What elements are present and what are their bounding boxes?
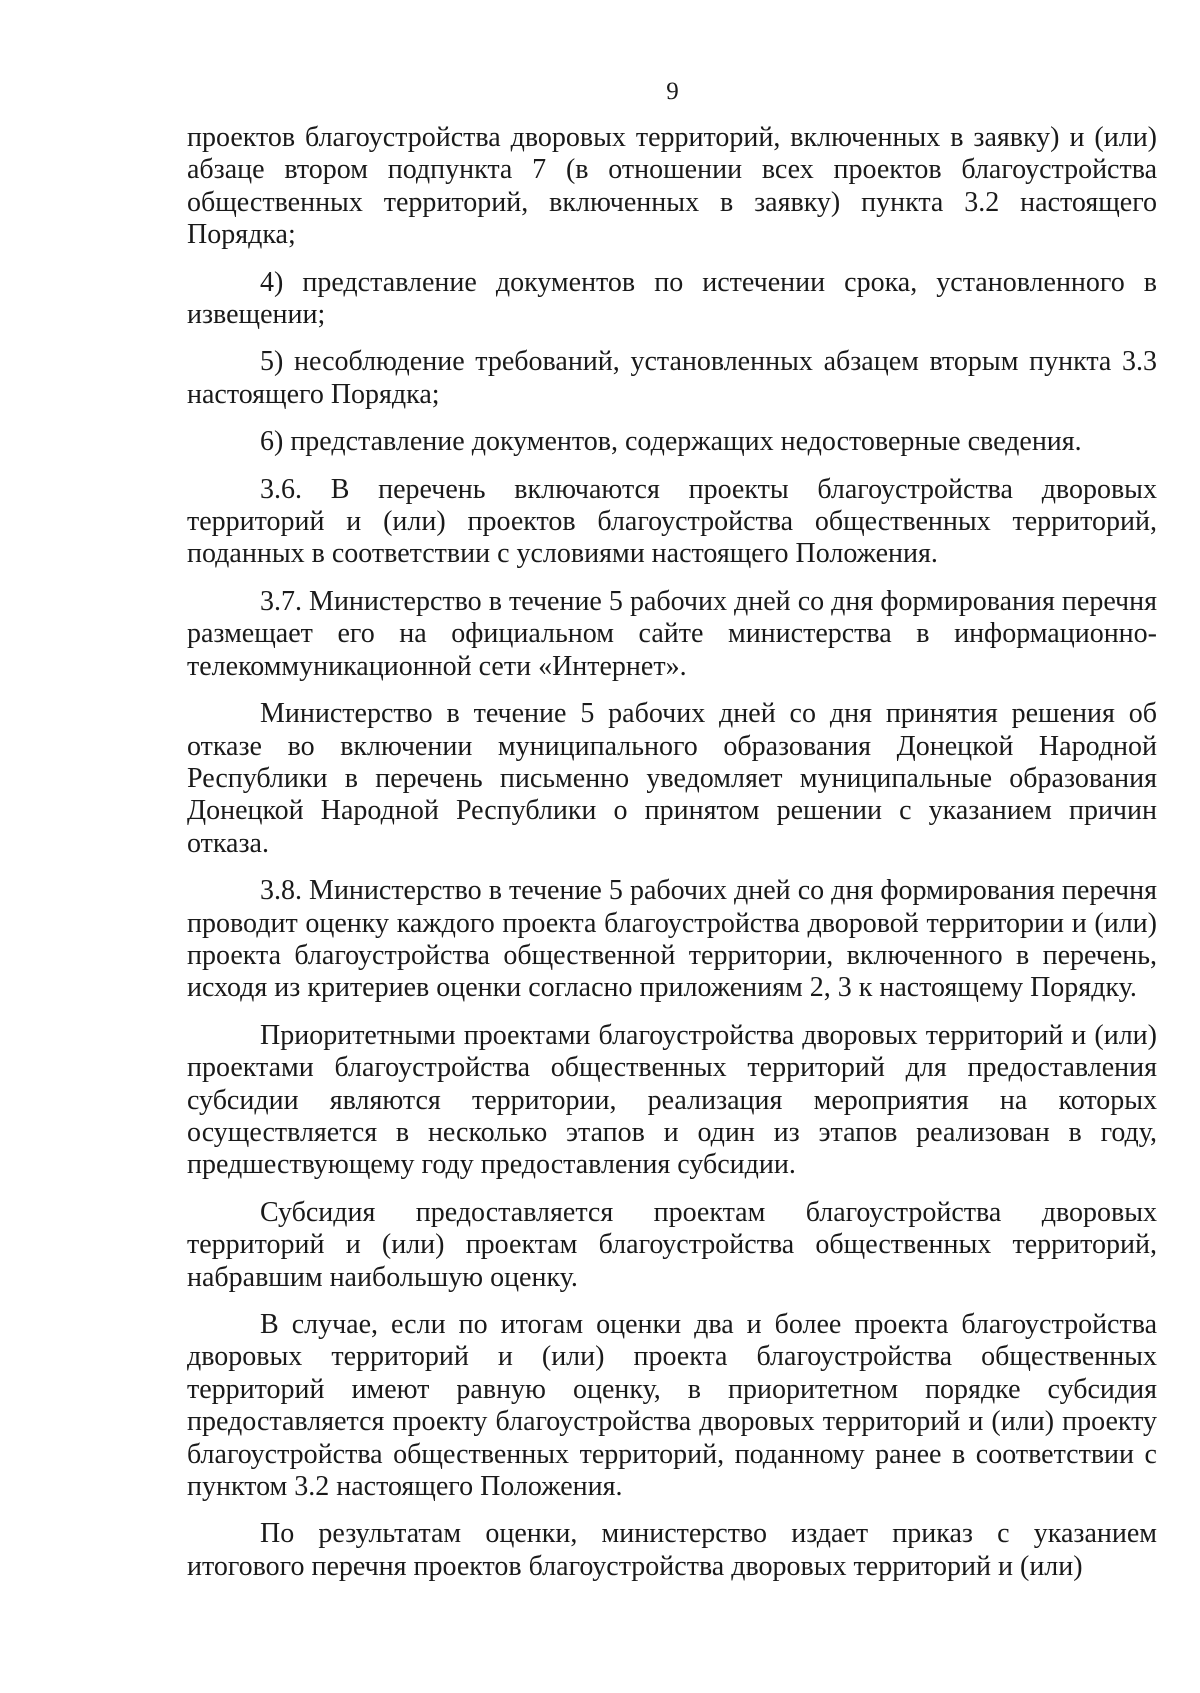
paragraph-order-issued: По результатам оценки, министерство издает приказ с указанием итогового перечня проектов благоустройства дворовых территорий и (или): [187, 1518, 1157, 1582]
paragraph-clause-3-6: 3.6. В перечень включаются проекты благоустройства дворовых территорий и (или) проектов благоустройства общественных территорий, поданных в соответствии с условиями настоящего Положения.: [187, 473, 1157, 570]
paragraph-subsidy-granted: Субсидия предоставляется проектам благоустройства дворовых территорий и (или) проектам благоустройства общественных территорий, набравшим наибольшую оценку.: [187, 1196, 1157, 1293]
paragraph-item-4: 4) представление документов по истечении срока, установленного в извещении;: [187, 266, 1157, 331]
paragraph-clause-3-8: 3.8. Министерство в течение 5 рабочих дней со дня формирования перечня проводит оценку каждого проекта благоустройства дворовой территории и (или) проекта благоустройства общественной территории, включенного в перечень, исходя из критериев оценки согласно приложениям 2, 3 к настоящему Порядку.: [187, 875, 1157, 1004]
paragraph-priority-projects: Приоритетными проектами благоустройства дворовых территорий и (или) проектами благоустройства общественных территорий для предоставления субсидии являются территории, реализация мероприятия на которых осуществляется в несколько этапов и один из этапов реализован в году, предшествующему году предоставления субсидии.: [187, 1019, 1157, 1181]
paragraph-clause-3-7: 3.7. Министерство в течение 5 рабочих дней со дня формирования перечня размещает его на официальном сайте министерства в информационно-телекоммуникационной сети «Интернет».: [187, 585, 1157, 682]
paragraph-equal-score: В случае, если по итогам оценки два и более проекта благоустройства дворовых территорий и (или) проекта благоустройства общественных территорий имеют равную оценку, в приоритетном порядке субсидия предоставляется проекту благоустройства дворовых территорий и (или) проекту благоустройства общественных территорий, поданному ранее в соответствии с пунктом 3.2 настоящего Положения.: [187, 1309, 1157, 1503]
paragraph-refusal-notice: Министерство в течение 5 рабочих дней со дня принятия решения об отказе во включении муниципального образования Донецкой Народной Республики в перечень письменно уведомляет муниципальные образования Донецкой Народной Республики о принятом решении с указанием причин отказа.: [187, 698, 1157, 859]
paragraph-item-6: 6) представление документов, содержащих недостоверные сведения.: [260, 426, 1082, 458]
page-number: 9: [666, 78, 679, 105]
document-body: [187, 122, 1157, 1583]
paragraph-continuation: проектов благоустройства дворовых территорий, включенных в заявку) и (или) абзаце втором подпункта 7 (в отношении всех проектов благоустройства общественных территорий, включенных в заявку) пункта 3.2 настоящего Порядка;: [187, 122, 1157, 251]
paragraph-item-5: 5) несоблюдение требований, установленных абзацем вторым пункта 3.3 настоящего Порядка;: [187, 346, 1157, 410]
